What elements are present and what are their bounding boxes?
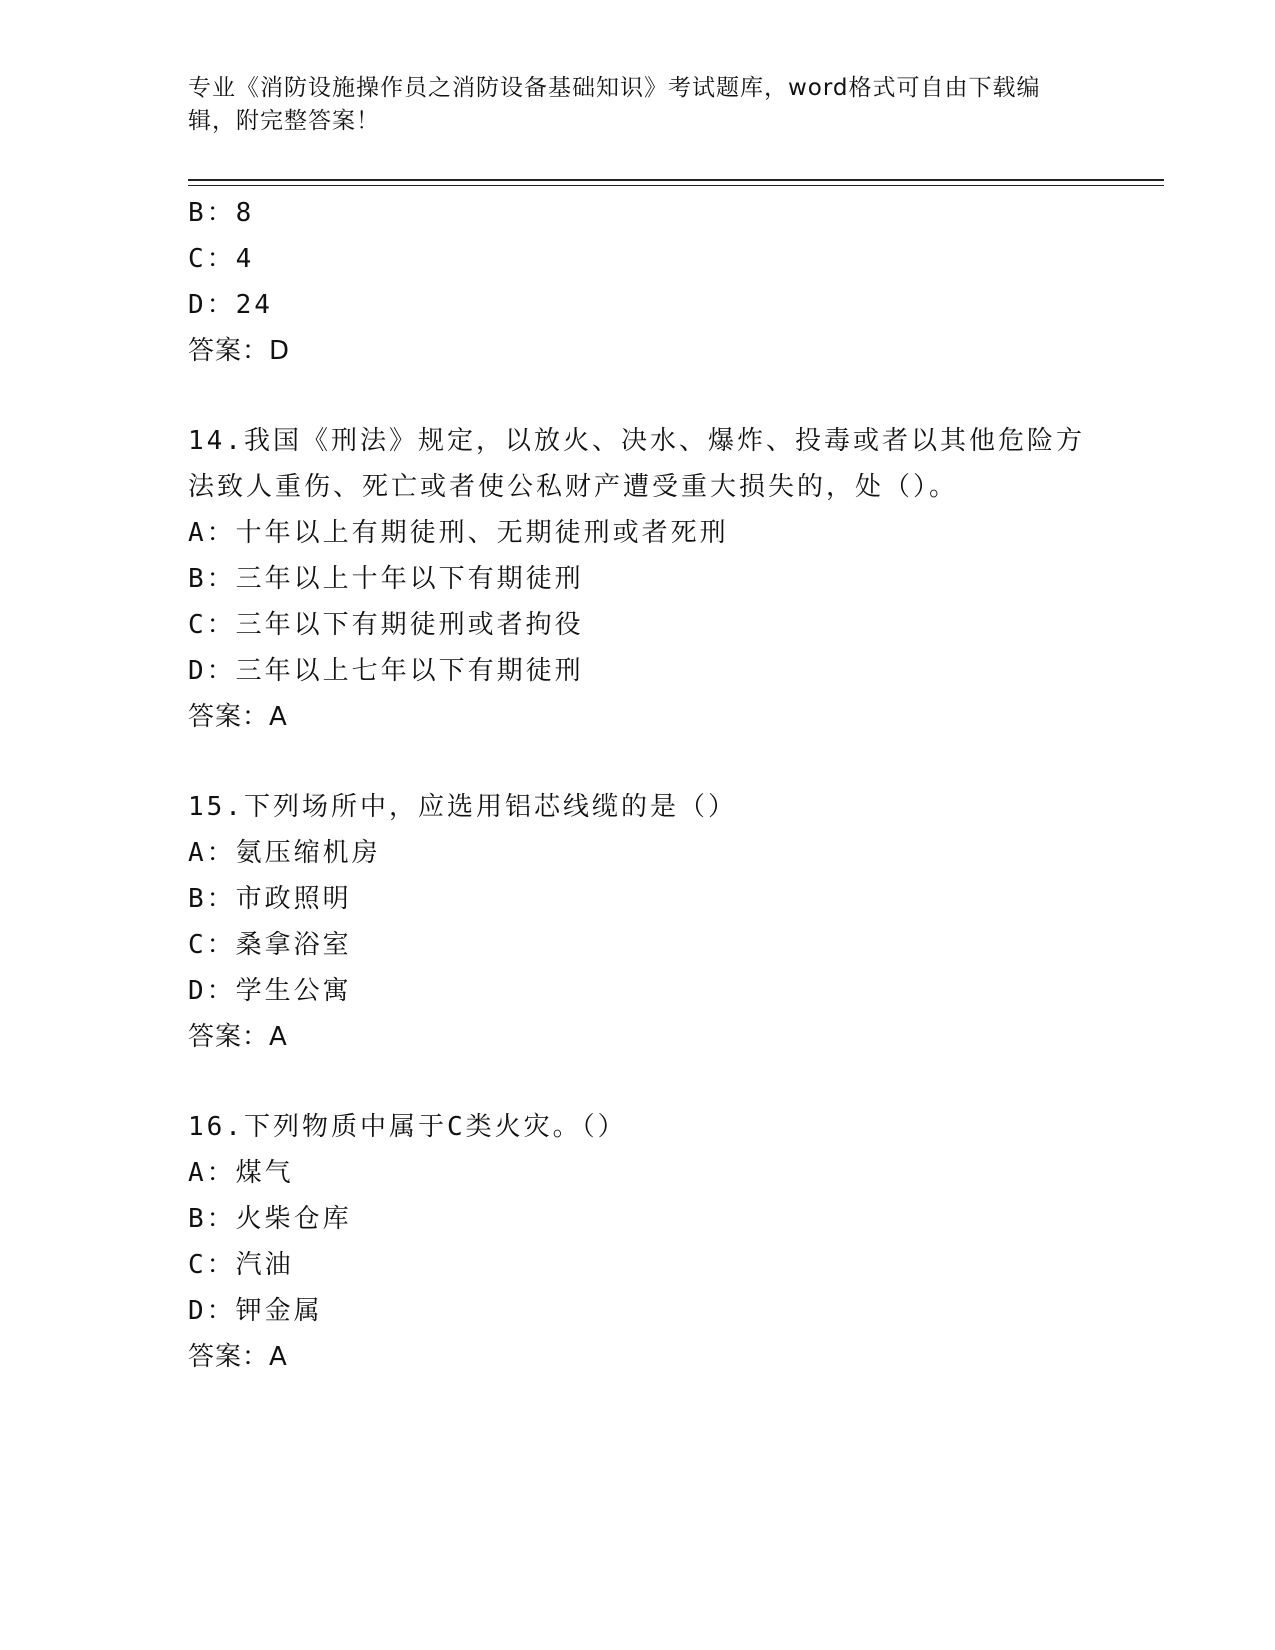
question-text: 14.我国《刑法》规定，以放火、决水、爆炸、投毒或者以其他危险方法致人重伤、死亡或者使公私财产遭受重大损失的，处（）。 — [188, 426, 1085, 502]
option-c: C：汽油 — [188, 1250, 294, 1280]
option-b: B：市政照明 — [188, 884, 352, 914]
option-c: C：4 — [188, 244, 255, 274]
option-b: B：8 — [188, 198, 255, 228]
question-list — [188, 190, 1088, 1380]
answer: 答案：A — [188, 702, 288, 732]
option-a: A：煤气 — [188, 1158, 294, 1188]
answer: 答案：D — [188, 336, 291, 366]
question-16 — [188, 1104, 1088, 1380]
header-rule-thin — [188, 185, 1164, 186]
option-c: C：三年以下有期徒刑或者拘役 — [188, 610, 584, 640]
question-14 — [188, 418, 1088, 740]
option-d: D：24 — [188, 290, 273, 320]
option-a: A：十年以上有期徒刑、无期徒刑或者死刑 — [188, 518, 729, 548]
option-a: A：氨压缩机房 — [188, 838, 381, 868]
answer: 答案：A — [188, 1022, 288, 1052]
continued-question — [188, 190, 1088, 374]
option-d: D：三年以上七年以下有期徒刑 — [188, 656, 584, 686]
question-text: 16.下列物质中属于C类火灾。（） — [188, 1112, 627, 1142]
option-b: B：火柴仓库 — [188, 1204, 352, 1234]
document-header: 专业《消防设施操作员之消防设备基础知识》考试题库，word格式可自由下载编辑，附完整答案！ — [188, 75, 1041, 134]
question-15 — [188, 784, 1088, 1060]
option-d: D：钾金属 — [188, 1296, 323, 1326]
question-text: 15.下列场所中，应选用铝芯线缆的是（） — [188, 792, 737, 822]
option-d: D：学生公寓 — [188, 976, 352, 1006]
answer: 答案：A — [188, 1342, 288, 1372]
header-rule-thick — [188, 179, 1164, 181]
option-b: B：三年以上十年以下有期徒刑 — [188, 564, 584, 594]
option-c: C：桑拿浴室 — [188, 930, 352, 960]
